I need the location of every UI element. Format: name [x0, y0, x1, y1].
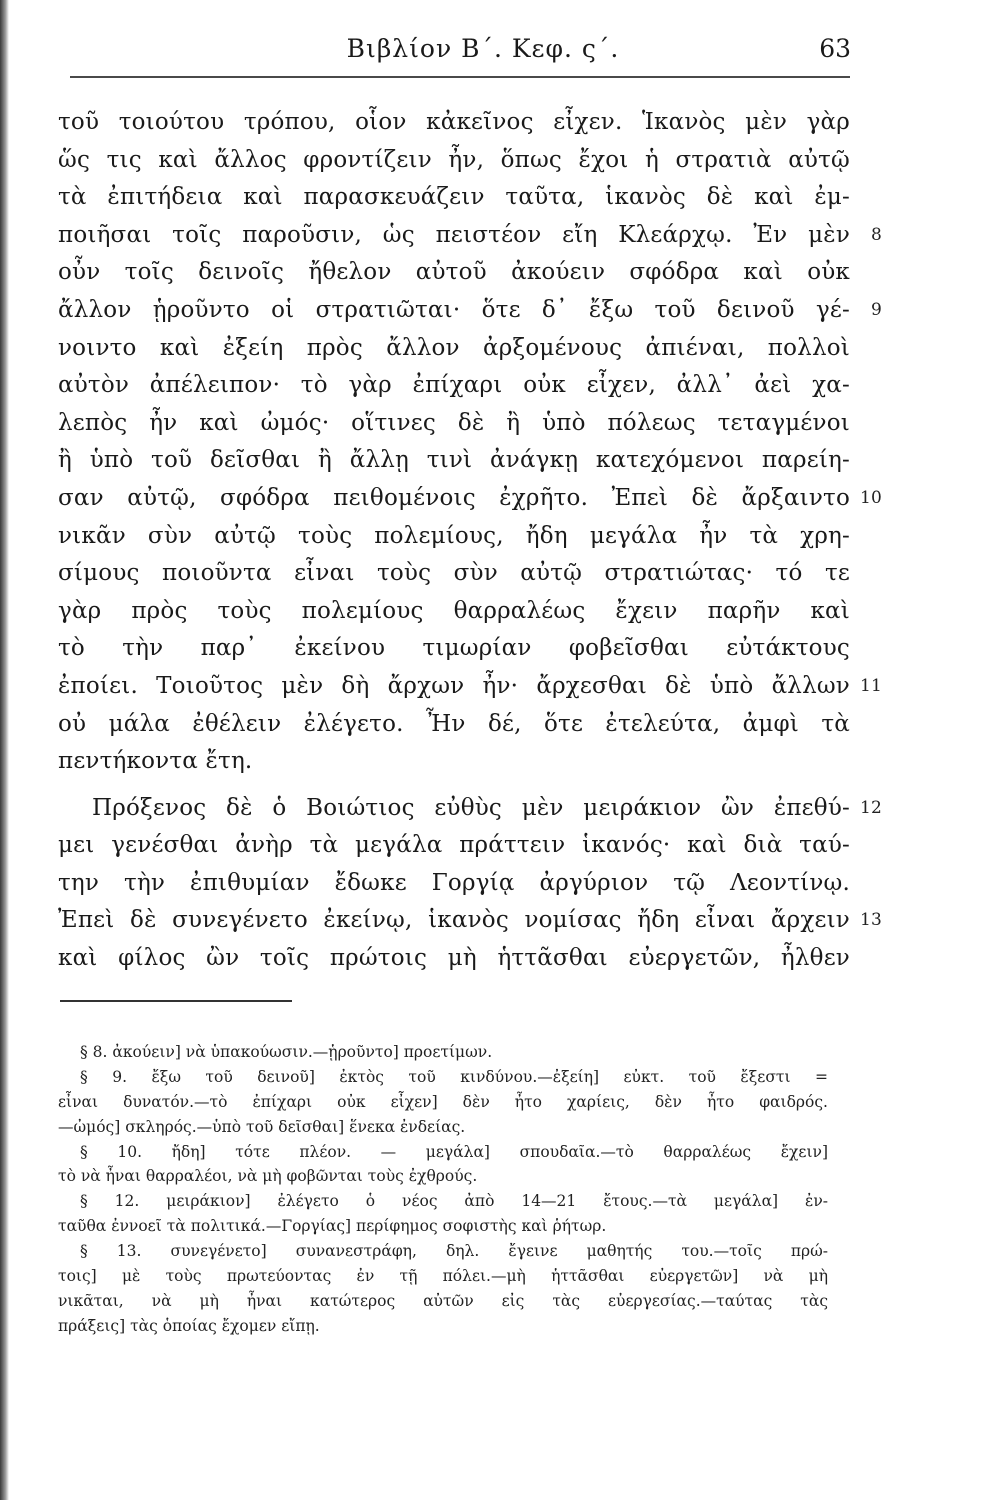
text-line: [58, 865, 850, 903]
text-line: [58, 292, 882, 330]
header-rule: [70, 76, 850, 78]
text-line-content: αὐτὸν ἀπέλειπον· τὸ γὰρ ἐπίχαρι οὐκ εἶχεν, ἀλλ᾽ ἀεὶ χα-: [58, 372, 850, 399]
text-line-content: μει γενέσθαι ἀνὴρ τὰ μεγάλα πράττειν ἱκανός· καὶ διὰ ταύ-: [58, 832, 850, 859]
footnote-line: τοις] μὲ τοὺς πρωτεύοντας ἐν τῇ πόλει.—μὴ ἡττᾶσθαι εὐεργετῶν] νὰ μὴ: [58, 1267, 828, 1286]
text-line: [58, 405, 850, 443]
text-line-content: ποιῆσαι τοῖς παροῦσιν, ὡς πειστέον εἴη Κλεάρχῳ. Ἐν μὲν: [58, 221, 850, 248]
text-line: [58, 480, 882, 518]
text-line: [58, 330, 850, 368]
page-edge-shadow: [0, 0, 9, 1500]
text-line: [58, 518, 850, 556]
text-line-content: ἐποίει. Τοιοῦτος μὲν δὴ ἄρχων ἦν· ἄρχεσθαι δὲ ὑπὸ ἄλλων: [58, 672, 850, 699]
text-line: [58, 367, 850, 405]
text-line-content: σαν αὐτῷ, σφόδρα πειθομένοις ἐχρῆτο. Ἐπεὶ δὲ ἄρξαιντο: [58, 484, 850, 511]
text-line: [58, 790, 882, 828]
text-line: [58, 442, 850, 480]
footnote-line: § 12. μειράκιον] ἐλέγετο ὁ νέος ἀπὸ 14—21 ἔτους.—τὰ μεγάλα] ἐν-: [80, 1192, 828, 1211]
section-marker: 8: [870, 224, 882, 245]
text-line: [58, 254, 850, 292]
section-marker: 9: [870, 299, 882, 320]
text-line: [58, 142, 850, 180]
text-line-content: τοῦ τοιούτου τρόπου, οἷον κἀκεῖνος εἶχεν. Ἱκανὸς μὲν γὰρ: [58, 109, 850, 135]
text-line-content: οὐ μάλα ἐθέλειν ἐλέγετο. Ἦν δέ, ὅτε ἐτελεύτα, ἀμφὶ τὰ: [58, 710, 850, 737]
text-line-content: λεπὸς ἦν καὶ ὠμός· οἵτινες δὲ ἢ ὑπὸ πόλεως τεταγμένοι: [58, 409, 850, 436]
text-line: [58, 940, 850, 978]
text-line-content: νικᾶν σὺν αὐτῷ τοὺς πολεμίους, ἤδη μεγάλα ἦν τὰ χρη-: [58, 522, 850, 549]
text-line: [58, 179, 850, 217]
text-line: [58, 668, 882, 706]
section-marker: 10: [859, 487, 882, 508]
text-line-content: νοιντο καὶ ἐξείη πρὸς ἄλλον ἀρξομένους ἀπιέναι, πολλοὶ: [58, 334, 850, 361]
text-line-content: τὰ ἐπιτήδεια καὶ παρασκευάζειν ταῦτα, ἱκανὸς δὲ καὶ ἐμ-: [58, 184, 850, 211]
running-title: Βιβλίον Β΄. Κεφ. ς΄.: [346, 34, 620, 63]
paragraph-gap: [58, 781, 850, 790]
text-line: [58, 593, 850, 631]
text-line: [58, 902, 882, 940]
text-line-content: τὸ τὴν παρ᾽ ἐκείνου τιμωρίαν φοβεῖσθαι εὐτάκτους: [58, 635, 850, 662]
text-line-content: Ἐπεὶ δὲ συνεγένετο ἐκείνῳ, ἱκανὸς νομίσας ἤδη εἶναι ἄρχειν: [58, 907, 850, 934]
footnote-line: § 9. ἔξω τοῦ δεινοῦ] ἐκτὸς τοῦ κινδύνου.—ἐξείη] εὐκτ. τοῦ ἔξεστι =: [80, 1067, 828, 1086]
text-line-content: την τὴν ἐπιθυμίαν ἔδωκε Γοργίᾳ ἀργύριον τῷ Λεοντίνῳ.: [58, 869, 850, 896]
text-line: [58, 630, 850, 668]
section-marker: 13: [859, 910, 882, 931]
running-head: [70, 30, 851, 74]
footnote-line: § 8. ἀκούειν] νὰ ὑπακούωσιν.—ᾑροῦντο] προετίμων.: [80, 1043, 493, 1061]
text-line-content: Πρόξενος δὲ ὁ Βοιώτιος εὐθὺς μὲν μειράκιον ὢν ἐπεθύ-: [92, 794, 850, 821]
text-line-content: ἢ ὑπὸ τοῦ δεῖσθαι ἢ ἄλλῃ τινὶ ἀνάγκῃ κατεχόμενοι παρείη-: [58, 447, 850, 474]
text-line: [58, 743, 850, 781]
text-line-content: οὖν τοῖς δεινοῖς ἤθελον αὐτοῦ ἀκούειν σφόδρα καὶ οὐκ: [58, 259, 850, 286]
text-line-content: καὶ φίλος ὢν τοῖς πρώτοις μὴ ἡττᾶσθαι εὐεργετῶν, ἦλθεν: [58, 945, 850, 972]
section-marker: 11: [859, 675, 882, 696]
text-line: [58, 104, 850, 142]
text-line-content: ἄλλον ᾑροῦντο οἱ στρατιῶται· ὅτε δ᾽ ἔξω τοῦ δεινοῦ γέ-: [58, 296, 850, 323]
text-line-content: σίμους ποιοῦντα εἶναι τοὺς σὺν αὐτῷ στρατιώτας· τό τε: [58, 560, 850, 587]
footnote-line: εἶναι δυνατόν.—τὸ ἐπίχαρι οὐκ εἶχεν] δὲν ἦτο χαρίεις, δὲν ἦτο φαιδρός.: [58, 1092, 828, 1111]
text-line: [58, 217, 882, 255]
text-line: [58, 706, 850, 744]
footnote-line: τὸ νὰ ἦναι θαρραλέοι, νὰ μὴ φοβῶνται τοὺς ἐχθρούς.: [58, 1167, 478, 1186]
footnote-line: νικᾶται, νὰ μὴ ἦναι κατώτερος αὐτῶν εἰς τὰς εὐεργεσίας.—ταύτας τὰς: [58, 1291, 828, 1310]
text-line-content: γὰρ πρὸς τοὺς πολεμίους θαρραλέως ἔχειν παρῆν καὶ: [58, 597, 850, 624]
footnote-line: —ὠμός] σκληρός.—ὑπὸ τοῦ δεῖσθαι] ἕνεκα ἐνδείας.: [58, 1117, 466, 1136]
page-number: 63: [819, 34, 851, 63]
footnote-line: ταῦθα ἐννοεῖ τὰ πολιτικά.—Γοργίας] περίφημος σοφιστὴς καὶ ῥήτωρ.: [58, 1217, 607, 1236]
footnote-line: πράξεις] τὰς ὁποίας ἔχομεν εἴπῃ.: [58, 1316, 320, 1335]
section-marker: 12: [859, 797, 882, 818]
text-line: [58, 555, 850, 593]
main-text: [58, 104, 882, 978]
text-line: [58, 827, 850, 865]
footnote-rule: [60, 1000, 292, 1002]
text-line-content: ὥς τις καὶ ἄλλος φροντίζειν ἦν, ὅπως ἔχοι ἡ στρατιὰ αὐτῷ: [58, 146, 850, 173]
footnotes: [58, 1040, 828, 1339]
footnote-line: § 13. συνεγένετο] συνανεστράφη, δηλ. ἔγεινε μαθητής του.—τοῖς πρώ-: [80, 1242, 828, 1261]
text-line-content: πεντήκοντα ἔτη.: [58, 748, 253, 775]
footnote-line: § 10. ἤδη] τότε πλέον. — μεγάλα] σπουδαῖα.—τὸ θαρραλέως ἔχειν]: [80, 1142, 828, 1161]
